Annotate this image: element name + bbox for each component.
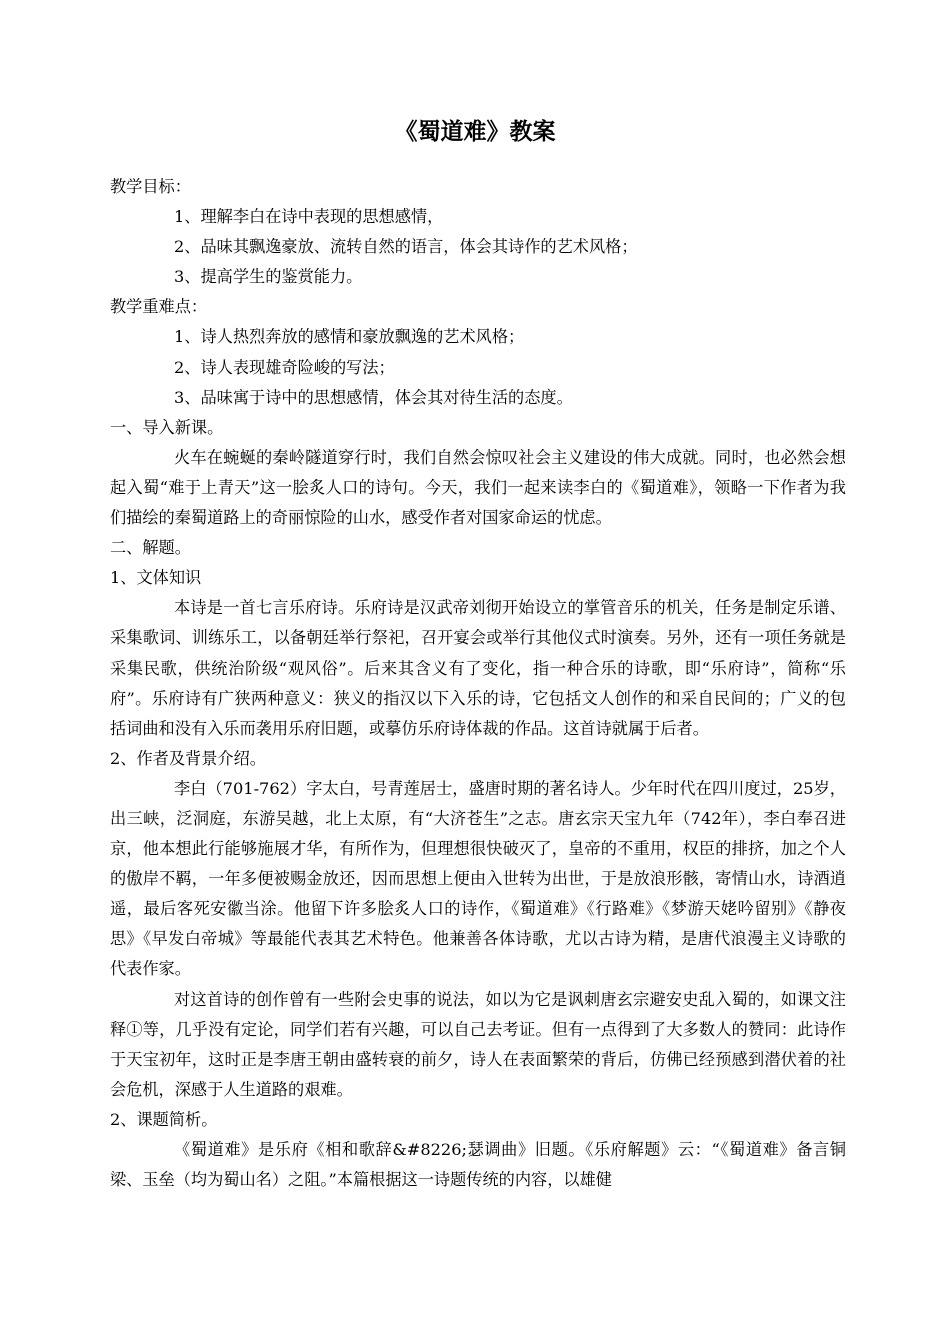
objective-item: 1、理解李白在诗中表现的思想感情， <box>174 207 444 227</box>
section-heading-intro: 一、导入新课。 <box>110 417 224 437</box>
page-title: 《蜀道难》教案 <box>394 119 556 145</box>
difficulty-item: 2、诗人表现雄奇险峻的写法； <box>174 357 395 377</box>
objective-item: 3、提高学生的鉴赏能力。 <box>174 267 363 287</box>
genre-paragraph: 本诗是一首七言乐府诗。乐府诗是汉武帝刘彻开始设立的掌管音乐的机关，任务是制定乐谱、采集歌词、训练乐工，以备朝廷举行祭祀，召开宴会或举行其他仪式时演奏。另外，还有一项任务就是采集民歌，供统治阶级“观风俗”。后来其含义有了变化，指一种合乐的诗歌，即“乐府诗”，简称“乐府”。乐府诗有广狭两种意义：狭义的指汉以下入乐的诗，它包括文人创作的和采自民间的；广义的包括词曲和没有入乐而袭用乐府旧题，或摹仿乐府诗体裁的作品。这首诗就属于后者。 <box>110 598 846 738</box>
difficulties-heading: 教学重难点： <box>110 297 208 317</box>
objective-item: 2、品味其飘逸豪放、流转自然的语言，体会其诗作的艺术风格； <box>174 237 638 257</box>
subsection-heading-author: 2、作者及背景介绍。 <box>110 748 266 768</box>
subsection-heading-topic: 2、课题简析。 <box>110 1109 218 1129</box>
difficulty-item: 1、诗人热烈奔放的感情和豪放飘逸的艺术风格； <box>174 327 525 347</box>
background-paragraph: 对这首诗的创作曾有一些附会史事的说法，如以为它是讽刺唐玄宗避安史乱入蜀的，如课文注释①等，几乎没有定论，同学们若有兴趣，可以自己去考证。但有一点得到了大多数人的赞同：此诗作于天宝初年，这时正是李唐王朝由盛转衰的前夕，诗人在表面繁荣的背后，仿佛已经预感到潜伏着的社会危机，深感于人生道路的艰难。 <box>110 989 846 1099</box>
intro-paragraph: 火车在蜿蜒的秦岭隧道穿行时，我们自然会惊叹社会主义建设的伟大成就。同时，也必然会想起入蜀“难于上青天”这一脍炙人口的诗句。今天，我们一起来读李白的《蜀道难》，领略一下作者为我们描绘的秦蜀道路上的奇丽惊险的山水，感受作者对国家命运的忧虑。 <box>110 447 846 528</box>
difficulty-item: 3、品味寓于诗中的思想感情，体会其对待生活的态度。 <box>174 387 573 407</box>
subsection-heading-genre: 1、文体知识 <box>110 568 202 588</box>
section-heading-title-analysis: 二、解题。 <box>110 538 191 558</box>
author-paragraph: 李白（701-762）字太白，号青莲居士，盛唐时期的著名诗人。少年时代在四川度过，25岁，出三峡，泛洞庭，东游吴越，北上太原，有“大济苍生”之志。唐玄宗天宝九年（742年），李白奉召进京，他本想此行能够施展才华，有所作为，但理想很快破灭了，皇帝的不重用，权臣的排挤，加之个人的傲岸不羁，一年多便被赐金放还，因而思想上便由入世转为出世，于是放浪形骸，寄情山水，诗酒逍遥，最后客死安徽当涂。他留下许多脍炙人口的诗作，《蜀道难》《行路难》《梦游天姥吟留别》《静夜思》《早发白帝城》等最能代表其艺术特色。他兼善各体诗歌，尤以古诗为精，是唐代浪漫主义诗歌的代表作家。 <box>110 778 846 979</box>
topic-paragraph: 《蜀道难》是乐府《相和歌辞&#8226;瑟调曲》旧题。《乐府解题》云：“《蜀道难》备言铜梁、玉垒（均为蜀山名）之阻。”本篇根据这一诗题传统的内容，以雄健 <box>110 1140 846 1190</box>
document-body <box>110 172 846 1195</box>
objectives-heading: 教学目标： <box>110 177 191 196</box>
